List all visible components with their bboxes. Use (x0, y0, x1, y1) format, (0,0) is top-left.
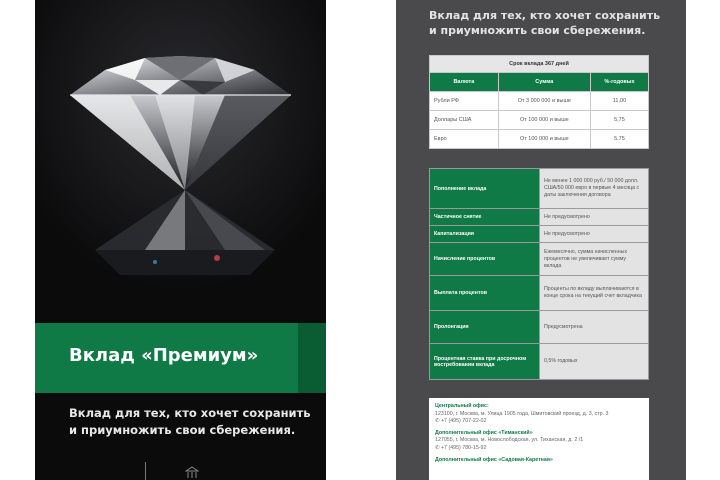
table-row (430, 111, 649, 130)
office1-address: 127055, г. Москва, м. Новослободская, ул. Тиханская, д. 2 /1 (435, 437, 584, 444)
cell-rate: 5,75 (590, 111, 648, 130)
table-row (430, 209, 649, 226)
table-row (430, 226, 649, 243)
col-header-rate: %-годовых (590, 73, 648, 92)
table-row (430, 92, 649, 111)
rates-table (429, 55, 649, 149)
contacts-block (429, 398, 649, 480)
tagline-line-1: Вклад для тех, кто хочет сохранить (69, 406, 311, 420)
table-row (430, 169, 649, 209)
phone-icon: ✆ (435, 444, 440, 451)
table-row (430, 344, 649, 380)
central-office-title: Центральный офис: (435, 403, 489, 409)
cell-currency: Евро (430, 130, 499, 149)
central-office-phone: +7 (495) 707-22-02 (440, 418, 487, 425)
term-key: Пролонгация (430, 311, 540, 344)
cell-currency: Рубли РФ (430, 92, 499, 111)
term-key: Капитализация (430, 226, 540, 243)
office1-phone: +7 (495) 780-15-92 (440, 444, 487, 451)
office1-title: Дополнительный офис «Тиманский» (435, 429, 533, 436)
heading-line-2: и приумножить свои сбережения. (429, 24, 646, 37)
rates-caption: Срок вклада 367 дней (430, 56, 649, 73)
band-edge (298, 323, 326, 393)
term-value: Не предусмотрено (540, 209, 649, 226)
col-header-amount: Сумма (498, 73, 590, 92)
cell-amount: От 100 000 и выше (498, 130, 590, 149)
cell-currency: Доллары США (430, 111, 499, 130)
cell-rate: 5,75 (590, 130, 648, 149)
tagline-line-2: и приумножить свои сбережения. (69, 423, 296, 437)
table-row (430, 276, 649, 311)
title-band (35, 323, 326, 393)
cell-rate: 11,00 (590, 92, 648, 111)
brochure-cover (35, 0, 326, 480)
phone-icon: ✆ (435, 418, 440, 425)
central-office-address: 123100, г. Москва, м. Улица 1905 года, Шмитовский проезд, д. 3, стр. 3 (435, 410, 609, 417)
diamond-image (35, 0, 326, 322)
heading-line-1: Вклад для тех, кто хочет сохранить (429, 9, 661, 22)
terms-table (429, 168, 649, 380)
cell-amount: От 100 000 и выше (498, 111, 590, 130)
bottom-divider (145, 462, 146, 480)
table-row (430, 311, 649, 344)
office2-title: Дополнительный офис «Садовая-Каретная» (435, 456, 553, 463)
term-value: 0,5% годовых (540, 344, 649, 380)
term-value: Не менее 1 000 000 руб./ 50 000 долл. США/50 000 евро в первые 4 месяца с даты заключения договора (540, 169, 649, 209)
term-value: Предусмотрена (540, 311, 649, 344)
term-value: Ежемесячно, сумма начисленных процентов не увеличивает сумму вклада (540, 243, 649, 276)
cover-tagline (69, 405, 319, 439)
bank-building-icon (185, 466, 199, 480)
term-value: Проценты по вкладу выплачиваются в конце срока на текущий счет вкладчика (540, 276, 649, 311)
table-row (430, 243, 649, 276)
term-value: Не предусмотрено (540, 226, 649, 243)
term-key: Выплата процентов (430, 276, 540, 311)
table-row (430, 130, 649, 149)
details-heading (429, 8, 660, 38)
cell-amount: От 3 000 000 и выше (498, 92, 590, 111)
term-key: Пополнение вклада (430, 169, 540, 209)
term-key: Частичное снятие (430, 209, 540, 226)
brochure-details (396, 0, 686, 480)
deposit-title: Вклад «Премиум» (69, 345, 259, 366)
term-key: Начисление процентов (430, 243, 540, 276)
col-header-currency: Валюта (430, 73, 499, 92)
term-key: Процентная ставка при досрочном востребовании вклада (430, 344, 540, 380)
